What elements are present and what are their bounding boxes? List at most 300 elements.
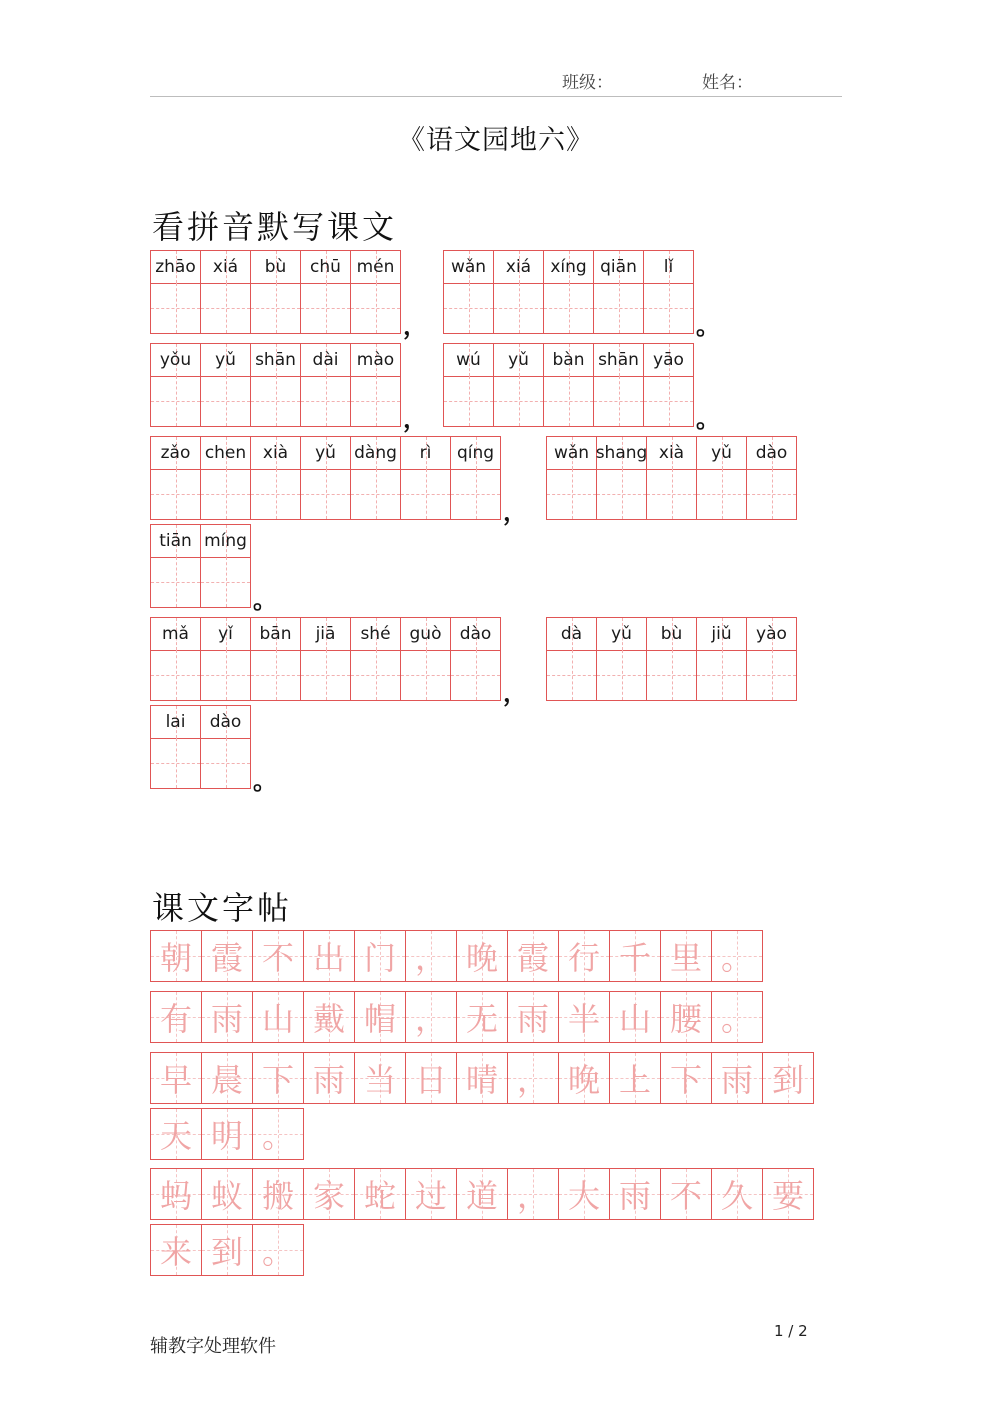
pinyin-cell [200, 250, 251, 334]
trace-character: 山 [261, 1000, 294, 1038]
pinyin-cell [593, 250, 644, 334]
pinyin-cell [493, 343, 544, 427]
pinyin-cell [200, 436, 251, 520]
writing-box[interactable] [547, 650, 596, 700]
trace-character: 蚁 [210, 1177, 243, 1215]
trace-character: 朝 [159, 939, 192, 977]
trace-character: 早 [159, 1061, 192, 1099]
trace-character: 霞 [516, 939, 549, 977]
writing-box[interactable] [597, 650, 646, 700]
pinyin-text: lǐ [663, 257, 674, 277]
trace-character: 下 [261, 1061, 294, 1099]
writing-box[interactable] [644, 283, 693, 333]
pinyin-label [201, 706, 250, 739]
trace-cell[interactable] [150, 1224, 202, 1276]
trace-cell[interactable] [609, 1168, 661, 1220]
pinyin-label [201, 618, 250, 651]
trace-cell[interactable] [252, 1224, 304, 1276]
trace-cell[interactable] [201, 930, 253, 982]
writing-box[interactable] [444, 376, 493, 426]
pinyin-text: qíng [456, 443, 495, 463]
pinyin-text: dàng [354, 443, 397, 463]
pinyin-text: shé [360, 624, 391, 644]
punctuation-mark: ， [403, 405, 427, 433]
writing-box[interactable] [747, 469, 796, 519]
pinyin-cell [250, 250, 301, 334]
trace-character: 当 [363, 1061, 396, 1099]
pinyin-cell [250, 436, 301, 520]
pinyin-text: jiā [315, 624, 336, 644]
trace-cell[interactable] [303, 930, 355, 982]
writing-box[interactable] [351, 283, 400, 333]
writing-box[interactable] [351, 469, 400, 519]
writing-box[interactable] [201, 376, 250, 426]
pinyin-cell [696, 436, 747, 520]
writing-box[interactable] [401, 650, 450, 700]
trace-character: 明 [210, 1117, 243, 1155]
trace-character: 雨 [720, 1061, 753, 1099]
pinyin-label [351, 437, 400, 470]
pinyin-text: lai [165, 712, 186, 732]
trace-cell[interactable] [354, 930, 406, 982]
pinyin-cell [200, 617, 251, 701]
copybook-row [150, 1224, 303, 1276]
trace-cell[interactable] [507, 991, 559, 1043]
pinyin-text: qiān [600, 257, 637, 277]
copybook-row [150, 991, 762, 1043]
writing-box[interactable] [251, 376, 300, 426]
trace-cell[interactable] [150, 930, 202, 982]
trace-cell[interactable] [456, 1168, 508, 1220]
writing-box[interactable] [594, 283, 643, 333]
trace-cell[interactable] [405, 1168, 457, 1220]
trace-cell[interactable] [150, 1168, 202, 1220]
pinyin-text: dào [755, 443, 788, 463]
pinyin-cell [250, 617, 301, 701]
pinyin-label [151, 706, 200, 739]
pinyin-label [251, 251, 300, 284]
trace-character: 蚂 [159, 1177, 192, 1215]
pinyin-label [201, 344, 250, 377]
trace-cell[interactable] [456, 991, 508, 1043]
trace-cell[interactable] [456, 930, 508, 982]
pinyin-text: dà [560, 624, 583, 644]
punctuation-mark: ， [403, 312, 427, 340]
pinyin-label [301, 344, 350, 377]
pinyin-cell [150, 705, 201, 789]
writing-box[interactable] [301, 650, 350, 700]
trace-cell[interactable] [558, 991, 610, 1043]
trace-cell[interactable] [354, 1168, 406, 1220]
trace-character: 戴 [312, 1000, 345, 1038]
pinyin-text: yǒu [159, 350, 192, 370]
pinyin-text: xià [262, 443, 289, 463]
pinyin-label [201, 525, 250, 558]
writing-box[interactable] [151, 557, 200, 607]
writing-box[interactable] [151, 650, 200, 700]
writing-box[interactable] [597, 469, 646, 519]
trace-character: 搬 [261, 1177, 294, 1215]
writing-box[interactable] [647, 469, 696, 519]
trace-character: 家 [312, 1177, 345, 1215]
pinyin-cell [150, 617, 201, 701]
pinyin-cell [300, 250, 351, 334]
trace-cell[interactable] [711, 991, 763, 1043]
pinyin-text: jiǔ [711, 624, 732, 644]
pinyin-label [544, 344, 593, 377]
trace-cell[interactable] [456, 1052, 508, 1104]
writing-box[interactable] [351, 650, 400, 700]
writing-box[interactable] [444, 283, 493, 333]
trace-character: 不 [261, 939, 294, 977]
pinyin-label [494, 251, 543, 284]
pinyin-label [251, 344, 300, 377]
pinyin-cell [643, 343, 694, 427]
pinyin-cell [250, 343, 301, 427]
pinyin-text: guò [409, 624, 442, 644]
writing-box[interactable] [544, 376, 593, 426]
pinyin-text: xiá [505, 257, 532, 277]
pinyin-group [150, 617, 500, 701]
punctuation-mark: ， [503, 679, 527, 707]
pinyin-text: shān [255, 350, 296, 370]
trace-cell[interactable] [405, 930, 457, 982]
trace-cell[interactable] [252, 1052, 304, 1104]
footer-software-name: 辅教字处理软件 [150, 1336, 276, 1357]
writing-box[interactable] [647, 650, 696, 700]
trace-cell[interactable] [201, 1052, 253, 1104]
trace-cell[interactable] [405, 991, 457, 1043]
section-title-pinyin: 看拼音默写课文 [152, 208, 398, 246]
pinyin-text: míng [204, 531, 247, 551]
trace-cell[interactable] [201, 1168, 253, 1220]
pinyin-cell [200, 343, 251, 427]
trace-character: 腰 [669, 1000, 702, 1038]
pinyin-text: dài [312, 350, 339, 370]
pinyin-text: mén [356, 257, 395, 277]
trace-character: 。 [720, 939, 753, 977]
trace-character: 日 [414, 1061, 447, 1099]
trace-cell[interactable] [150, 1052, 202, 1104]
pinyin-label [151, 618, 200, 651]
copybook-row [150, 1168, 813, 1220]
trace-character: 到 [771, 1061, 804, 1099]
pinyin-cell [400, 436, 451, 520]
pinyin-label [594, 344, 643, 377]
trace-character: 里 [669, 939, 702, 977]
pinyin-label [697, 618, 746, 651]
trace-cell[interactable] [201, 1108, 253, 1160]
trace-character: 道 [465, 1177, 498, 1215]
trace-character: 。 [720, 1000, 753, 1038]
pinyin-label [747, 618, 796, 651]
pinyin-text: wú [456, 350, 481, 370]
pinyin-label [301, 618, 350, 651]
trace-cell[interactable] [303, 991, 355, 1043]
pinyin-label [644, 251, 693, 284]
pinyin-label [747, 437, 796, 470]
pinyin-label [251, 618, 300, 651]
name-label: 姓名： [702, 73, 753, 93]
copybook-row [150, 1108, 303, 1160]
pinyin-text: chen [204, 443, 247, 463]
pinyin-text: yào [756, 624, 787, 644]
writing-box[interactable] [201, 738, 250, 788]
writing-box[interactable] [201, 469, 250, 519]
pinyin-text: chū [310, 257, 341, 277]
trace-character: 大 [567, 1177, 600, 1215]
trace-cell[interactable] [507, 930, 559, 982]
trace-character: 来 [159, 1233, 192, 1271]
pinyin-cell [643, 250, 694, 334]
punctuation-mark: 。 [696, 405, 720, 433]
trace-cell[interactable] [660, 1168, 712, 1220]
trace-cell[interactable] [252, 930, 304, 982]
trace-cell[interactable] [558, 1052, 610, 1104]
writing-box[interactable] [151, 283, 200, 333]
pinyin-group [150, 705, 250, 789]
trace-cell[interactable] [201, 1224, 253, 1276]
pinyin-group [150, 436, 500, 520]
trace-cell[interactable] [660, 1052, 712, 1104]
copybook-row [150, 930, 762, 982]
pinyin-text: mào [356, 350, 395, 370]
pinyin-text: yǔ [611, 624, 632, 644]
writing-box[interactable] [697, 469, 746, 519]
pinyin-label [697, 437, 746, 470]
pinyin-text: bù [660, 624, 683, 644]
pinyin-cell [493, 250, 544, 334]
trace-character: 过 [414, 1177, 447, 1215]
trace-character: 天 [159, 1117, 192, 1155]
pinyin-label [547, 618, 596, 651]
trace-character: 晴 [465, 1061, 498, 1099]
pinyin-text: zhāo [155, 257, 196, 277]
trace-cell[interactable] [609, 1052, 661, 1104]
writing-box[interactable] [451, 469, 500, 519]
writing-box[interactable] [251, 283, 300, 333]
pinyin-text: zǎo [160, 443, 191, 463]
pinyin-cell [746, 436, 797, 520]
trace-character: 行 [567, 939, 600, 977]
class-label: 班级： [562, 73, 613, 93]
writing-box[interactable] [151, 376, 200, 426]
pinyin-group [443, 343, 693, 427]
trace-cell[interactable] [558, 1168, 610, 1220]
trace-character: 有 [159, 1000, 192, 1038]
pinyin-group [150, 343, 400, 427]
trace-character: 半 [567, 1000, 600, 1038]
pinyin-label [451, 618, 500, 651]
pinyin-cell [646, 617, 697, 701]
trace-character: ， [516, 1177, 549, 1215]
pinyin-group [150, 250, 400, 334]
trace-cell[interactable] [252, 1168, 304, 1220]
pinyin-label [647, 618, 696, 651]
writing-box[interactable] [201, 557, 250, 607]
pinyin-label [151, 251, 200, 284]
writing-box[interactable] [151, 738, 200, 788]
trace-cell[interactable] [558, 930, 610, 982]
pinyin-text: yǔ [508, 350, 529, 370]
trace-cell[interactable] [252, 991, 304, 1043]
writing-box[interactable] [544, 283, 593, 333]
writing-box[interactable] [301, 376, 350, 426]
trace-character: 晨 [210, 1061, 243, 1099]
pinyin-label [351, 618, 400, 651]
trace-character: 霞 [210, 939, 243, 977]
pinyin-cell [696, 617, 747, 701]
punctuation-mark: 。 [696, 312, 720, 340]
writing-box[interactable] [494, 376, 543, 426]
pinyin-label [351, 251, 400, 284]
trace-cell[interactable] [303, 1052, 355, 1104]
trace-cell[interactable] [660, 930, 712, 982]
pinyin-cell [596, 436, 647, 520]
trace-character: 晚 [567, 1061, 600, 1099]
trace-cell[interactable] [405, 1052, 457, 1104]
writing-box[interactable] [151, 469, 200, 519]
trace-character: 。 [261, 1233, 294, 1271]
pinyin-label [647, 437, 696, 470]
trace-cell[interactable] [150, 1108, 202, 1160]
pinyin-text: yǔ [215, 350, 236, 370]
trace-cell[interactable] [354, 1052, 406, 1104]
writing-box[interactable] [451, 650, 500, 700]
pinyin-text: wǎn [450, 257, 487, 277]
trace-cell[interactable] [507, 1052, 559, 1104]
pinyin-cell [350, 436, 401, 520]
pinyin-label [451, 437, 500, 470]
pinyin-cell [543, 250, 594, 334]
copybook-row [150, 1052, 813, 1104]
trace-character: 不 [669, 1177, 702, 1215]
pinyin-group [546, 617, 796, 701]
trace-cell[interactable] [609, 991, 661, 1043]
pinyin-cell [150, 250, 201, 334]
pinyin-text: dào [209, 712, 242, 732]
pinyin-cell [593, 343, 644, 427]
pinyin-cell [300, 436, 351, 520]
writing-box[interactable] [301, 283, 350, 333]
pinyin-cell [400, 617, 451, 701]
pinyin-text: dào [459, 624, 492, 644]
pinyin-text: yǔ [315, 443, 336, 463]
trace-character: 蛇 [363, 1177, 396, 1215]
pinyin-cell [200, 524, 251, 608]
pinyin-cell [350, 250, 401, 334]
writing-box[interactable] [697, 650, 746, 700]
pinyin-cell [150, 524, 201, 608]
pinyin-cell [746, 617, 797, 701]
pinyin-label [401, 618, 450, 651]
trace-cell[interactable] [762, 1168, 814, 1220]
writing-box[interactable] [494, 283, 543, 333]
writing-box[interactable] [644, 376, 693, 426]
pinyin-cell [443, 343, 494, 427]
trace-character: 到 [210, 1233, 243, 1271]
pinyin-text: yǔ [711, 443, 732, 463]
writing-box[interactable] [547, 469, 596, 519]
pinyin-group [150, 524, 250, 608]
pinyin-text: mǎ [162, 624, 189, 644]
trace-cell[interactable] [711, 930, 763, 982]
pinyin-cell [150, 343, 201, 427]
trace-cell[interactable] [660, 991, 712, 1043]
trace-cell[interactable] [507, 1168, 559, 1220]
trace-character: 雨 [516, 1000, 549, 1038]
document-title: 《语文园地六》 [398, 125, 594, 156]
pinyin-cell [450, 617, 501, 701]
trace-cell[interactable] [252, 1108, 304, 1160]
trace-cell[interactable] [303, 1168, 355, 1220]
pinyin-text: shān [598, 350, 639, 370]
writing-box[interactable] [301, 469, 350, 519]
pinyin-label [251, 437, 300, 470]
pinyin-cell [300, 617, 351, 701]
pinyin-text: xiá [212, 257, 239, 277]
pinyin-text: bù [264, 257, 287, 277]
pinyin-text: tiān [159, 531, 192, 551]
trace-cell[interactable] [762, 1052, 814, 1104]
pinyin-cell [300, 343, 351, 427]
page-number: 1 / 2 [774, 1322, 808, 1340]
pinyin-group [443, 250, 693, 334]
trace-cell[interactable] [354, 991, 406, 1043]
pinyin-cell [450, 436, 501, 520]
pinyin-label [597, 618, 646, 651]
pinyin-label [597, 437, 646, 470]
pinyin-text: xià [658, 443, 685, 463]
pinyin-label [151, 344, 200, 377]
trace-cell[interactable] [150, 991, 202, 1043]
writing-box[interactable] [351, 376, 400, 426]
pinyin-cell [646, 436, 697, 520]
pinyin-label [444, 251, 493, 284]
writing-box[interactable] [251, 469, 300, 519]
trace-character: 雨 [618, 1177, 651, 1215]
pinyin-cell [200, 705, 251, 789]
trace-character: 要 [771, 1177, 804, 1215]
writing-box[interactable] [251, 650, 300, 700]
trace-character: 久 [720, 1177, 753, 1215]
trace-cell[interactable] [711, 1168, 763, 1220]
trace-character: 晚 [465, 939, 498, 977]
trace-character: 门 [363, 939, 396, 977]
writing-box[interactable] [201, 283, 250, 333]
pinyin-group [546, 436, 796, 520]
writing-box[interactable] [747, 650, 796, 700]
trace-character: 出 [312, 939, 345, 977]
pinyin-label [644, 344, 693, 377]
pinyin-text: shang [595, 443, 648, 463]
trace-character: 雨 [210, 1000, 243, 1038]
trace-cell[interactable] [609, 930, 661, 982]
writing-box[interactable] [401, 469, 450, 519]
writing-box[interactable] [594, 376, 643, 426]
trace-cell[interactable] [711, 1052, 763, 1104]
writing-box[interactable] [201, 650, 250, 700]
trace-character: 上 [618, 1061, 651, 1099]
trace-character: 下 [669, 1061, 702, 1099]
trace-cell[interactable] [201, 991, 253, 1043]
trace-character: 。 [261, 1117, 294, 1155]
trace-character: ， [414, 1000, 447, 1038]
pinyin-text: rì [419, 443, 432, 463]
pinyin-label [401, 437, 450, 470]
header-rule [150, 96, 842, 97]
punctuation-mark: 。 [253, 767, 277, 795]
